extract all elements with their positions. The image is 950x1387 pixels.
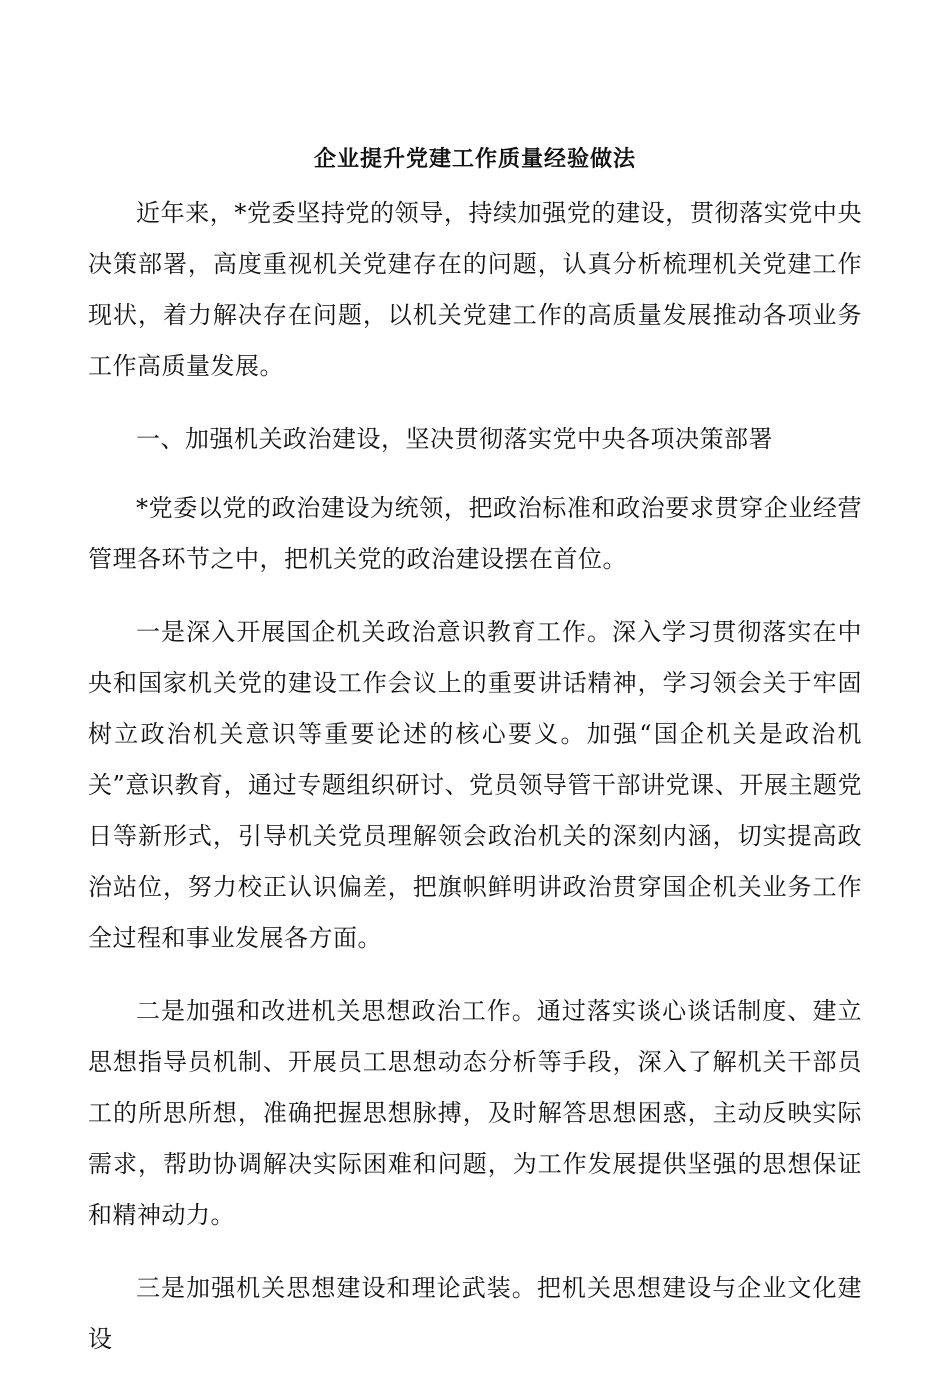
point-one-paragraph: 一是深入开展国企机关政治意识教育工作。深入学习贯彻落实在中央和国家机关党的建设工作会议上的重要讲话精神，学习领会关于牢固树立政治机关意识等重要论述的核心要义。加强“国企机关是政治机关”意识教育，通过专题组织研讨、党员领导管干部讲党课、开展主题党日等新形式，引导机关党员理解领会政治机关的深刻内涵，切实提高政治站位，努力校正认识偏差，把旗帜鲜明讲政治贯穿国企机关业务工作全过程和事业发展各方面。 bbox=[88, 618, 862, 952]
intro-paragraph: 近年来，*党委坚持党的领导，持续加强党的建设，贯彻落实党中央决策部署，高度重视机关党建存在的问题，认真分析梳理机关党建工作现状，着力解决存在问题，以机关党建工作的高质量发展推动各项业务工作高质量发展。 bbox=[88, 199, 862, 380]
section-intro-paragraph: *党委以党的政治建设为统领，把政治标准和政治要求贯穿企业经营管理各环节之中，把机关党的政治建设摆在首位。 bbox=[88, 494, 862, 573]
document-page bbox=[88, 140, 862, 1387]
section-heading: 一、加强机关政治建设，坚决贯彻落实党中央各项决策部署 bbox=[136, 425, 773, 453]
document-title: 企业提升党建工作质量经验做法 bbox=[313, 146, 636, 172]
point-three-paragraph: 三是加强机关思想建设和理论武装。把机关思想建设与企业文化建设 bbox=[88, 1274, 862, 1353]
point-two-paragraph: 二是加强和改进机关思想政治工作。通过落实谈心谈话制度、建立思想指导员机制、开展员工思想动态分析等手段，深入了解机关干部员工的所思所想，准确把握思想脉搏，及时解答思想困惑，主动反映实际需求，帮助协调解决实际困难和问题，为工作发展提供坚强的思想保证和精神动力。 bbox=[88, 997, 862, 1229]
